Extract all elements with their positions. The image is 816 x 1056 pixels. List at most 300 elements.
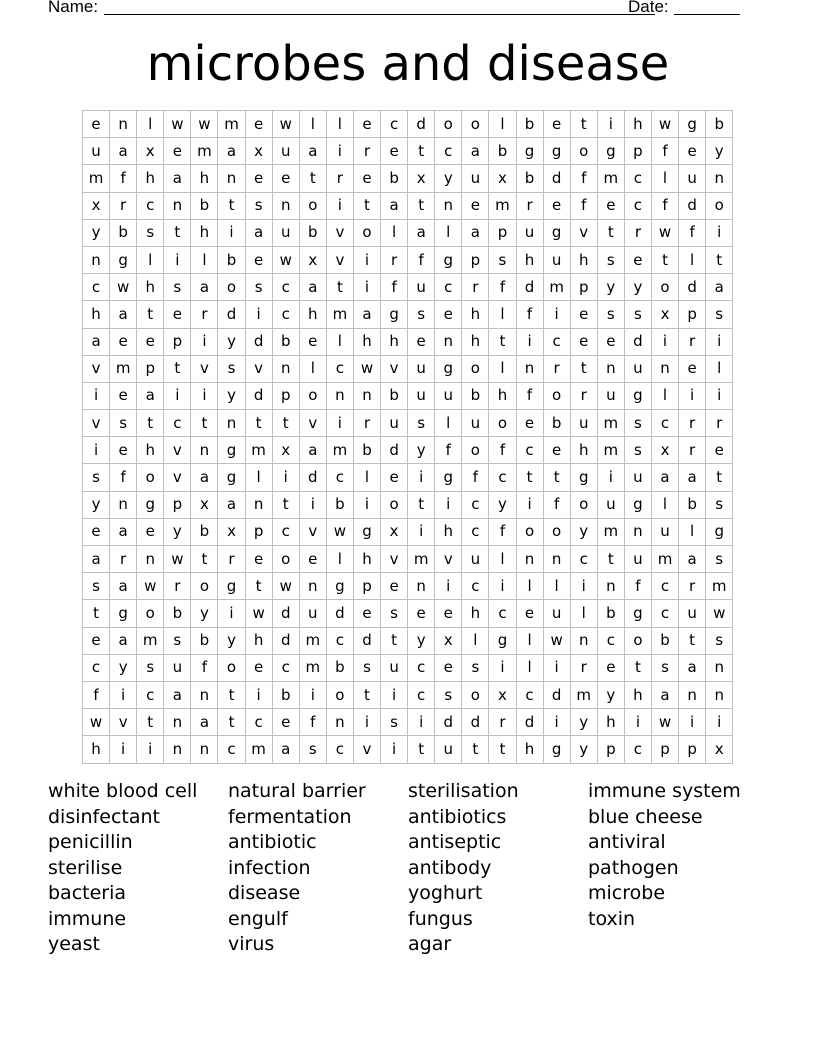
grid-cell[interactable]: w xyxy=(652,111,679,138)
grid-cell[interactable]: y xyxy=(571,519,598,546)
grid-cell[interactable]: p xyxy=(679,301,706,328)
grid-cell[interactable]: r xyxy=(110,546,137,573)
grid-cell[interactable]: u xyxy=(435,383,462,410)
grid-cell[interactable]: s xyxy=(462,655,489,682)
grid-cell[interactable]: l xyxy=(381,220,408,247)
grid-cell[interactable]: r xyxy=(706,410,733,437)
grid-cell[interactable]: i xyxy=(110,736,137,763)
grid-cell[interactable]: b xyxy=(191,628,218,655)
grid-cell[interactable]: w xyxy=(652,709,679,736)
grid-cell[interactable]: f xyxy=(625,573,652,600)
grid-cell[interactable]: v xyxy=(164,437,191,464)
grid-cell[interactable]: a xyxy=(110,138,137,165)
grid-cell[interactable]: c xyxy=(544,329,571,356)
grid-cell[interactable]: f xyxy=(652,193,679,220)
grid-cell[interactable]: n xyxy=(218,410,245,437)
grid-cell[interactable]: a xyxy=(246,220,273,247)
grid-cell[interactable]: i xyxy=(408,464,435,491)
grid-cell[interactable]: f xyxy=(517,383,544,410)
grid-cell[interactable]: e xyxy=(598,655,625,682)
grid-cell[interactable]: f xyxy=(110,165,137,192)
grid-cell[interactable]: g xyxy=(435,464,462,491)
grid-cell[interactable]: v xyxy=(381,356,408,383)
grid-cell[interactable]: h xyxy=(83,736,110,763)
grid-cell[interactable]: v xyxy=(191,356,218,383)
grid-cell[interactable]: i xyxy=(679,709,706,736)
grid-cell[interactable]: i xyxy=(435,492,462,519)
grid-cell[interactable]: y xyxy=(83,492,110,519)
grid-cell[interactable]: w xyxy=(544,628,571,655)
grid-cell[interactable]: t xyxy=(300,165,327,192)
grid-cell[interactable]: w xyxy=(273,111,300,138)
grid-cell[interactable]: g xyxy=(381,301,408,328)
grid-cell[interactable]: m xyxy=(706,573,733,600)
grid-cell[interactable]: r xyxy=(489,709,516,736)
grid-cell[interactable]: u xyxy=(625,464,652,491)
grid-cell[interactable]: t xyxy=(354,193,381,220)
grid-cell[interactable]: m xyxy=(246,437,273,464)
grid-cell[interactable]: b xyxy=(273,682,300,709)
grid-cell[interactable]: r xyxy=(354,410,381,437)
grid-cell[interactable]: f xyxy=(489,437,516,464)
grid-cell[interactable]: i xyxy=(327,138,354,165)
grid-cell[interactable]: e xyxy=(83,519,110,546)
grid-cell[interactable]: a xyxy=(191,464,218,491)
grid-cell[interactable]: b xyxy=(354,437,381,464)
grid-cell[interactable]: m xyxy=(110,356,137,383)
grid-cell[interactable]: n xyxy=(273,356,300,383)
grid-cell[interactable]: d xyxy=(327,600,354,627)
grid-cell[interactable]: g xyxy=(625,492,652,519)
grid-cell[interactable]: l xyxy=(489,301,516,328)
grid-cell[interactable]: i xyxy=(218,220,245,247)
grid-cell[interactable]: g xyxy=(679,111,706,138)
grid-cell[interactable]: n xyxy=(652,356,679,383)
grid-cell[interactable]: e xyxy=(571,329,598,356)
grid-cell[interactable]: x xyxy=(191,492,218,519)
grid-cell[interactable]: m xyxy=(598,410,625,437)
grid-cell[interactable]: o xyxy=(435,111,462,138)
grid-cell[interactable]: t xyxy=(137,410,164,437)
grid-cell[interactable]: u xyxy=(517,220,544,247)
grid-cell[interactable]: h xyxy=(598,709,625,736)
grid-cell[interactable]: d xyxy=(544,165,571,192)
grid-cell[interactable]: w xyxy=(137,573,164,600)
grid-cell[interactable]: i xyxy=(544,709,571,736)
grid-cell[interactable]: i xyxy=(706,709,733,736)
grid-cell[interactable]: b xyxy=(218,247,245,274)
grid-cell[interactable]: s xyxy=(706,546,733,573)
grid-cell[interactable]: i xyxy=(517,492,544,519)
grid-cell[interactable]: h xyxy=(137,274,164,301)
grid-cell[interactable]: p xyxy=(354,573,381,600)
grid-cell[interactable]: m xyxy=(544,274,571,301)
grid-cell[interactable]: g xyxy=(706,519,733,546)
grid-cell[interactable]: e xyxy=(381,573,408,600)
grid-cell[interactable]: s xyxy=(246,193,273,220)
grid-cell[interactable]: e xyxy=(164,301,191,328)
grid-cell[interactable]: e xyxy=(83,628,110,655)
grid-cell[interactable]: h xyxy=(571,247,598,274)
grid-cell[interactable]: e xyxy=(83,111,110,138)
grid-cell[interactable]: x xyxy=(435,628,462,655)
grid-cell[interactable]: c xyxy=(246,709,273,736)
grid-cell[interactable]: s xyxy=(381,600,408,627)
grid-cell[interactable]: t xyxy=(381,628,408,655)
grid-cell[interactable]: l xyxy=(679,247,706,274)
grid-cell[interactable]: i xyxy=(327,193,354,220)
grid-cell[interactable]: r xyxy=(218,546,245,573)
grid-cell[interactable]: c xyxy=(462,492,489,519)
grid-cell[interactable]: o xyxy=(191,573,218,600)
grid-cell[interactable]: o xyxy=(706,193,733,220)
grid-cell[interactable]: n xyxy=(598,573,625,600)
grid-cell[interactable]: o xyxy=(137,464,164,491)
grid-cell[interactable]: r xyxy=(625,220,652,247)
grid-cell[interactable]: x xyxy=(218,519,245,546)
grid-cell[interactable]: m xyxy=(191,138,218,165)
grid-cell[interactable]: d xyxy=(544,682,571,709)
grid-cell[interactable]: g xyxy=(598,138,625,165)
grid-cell[interactable]: s xyxy=(598,247,625,274)
grid-cell[interactable]: b xyxy=(652,628,679,655)
grid-cell[interactable]: a xyxy=(191,274,218,301)
grid-cell[interactable]: l xyxy=(652,492,679,519)
grid-cell[interactable]: x xyxy=(706,736,733,763)
grid-cell[interactable]: v xyxy=(571,220,598,247)
grid-cell[interactable]: t xyxy=(489,329,516,356)
grid-cell[interactable]: s xyxy=(110,410,137,437)
grid-cell[interactable]: h xyxy=(83,301,110,328)
grid-cell[interactable]: t xyxy=(571,111,598,138)
grid-cell[interactable]: s xyxy=(164,274,191,301)
grid-cell[interactable]: y xyxy=(706,138,733,165)
grid-cell[interactable]: i xyxy=(354,709,381,736)
grid-cell[interactable]: b xyxy=(273,329,300,356)
grid-cell[interactable]: t xyxy=(706,464,733,491)
grid-cell[interactable]: s xyxy=(598,301,625,328)
grid-cell[interactable]: e xyxy=(110,329,137,356)
grid-cell[interactable]: l xyxy=(489,111,516,138)
grid-cell[interactable]: m xyxy=(83,165,110,192)
grid-cell[interactable]: h xyxy=(137,437,164,464)
grid-cell[interactable]: m xyxy=(327,437,354,464)
grid-cell[interactable]: e xyxy=(435,600,462,627)
grid-cell[interactable]: t xyxy=(625,655,652,682)
grid-cell[interactable]: t xyxy=(273,492,300,519)
grid-cell[interactable]: d xyxy=(517,274,544,301)
grid-cell[interactable]: s xyxy=(83,573,110,600)
grid-cell[interactable]: d xyxy=(273,600,300,627)
grid-cell[interactable]: g xyxy=(218,464,245,491)
grid-cell[interactable]: f xyxy=(408,247,435,274)
grid-cell[interactable]: b xyxy=(381,383,408,410)
grid-cell[interactable]: w xyxy=(273,247,300,274)
grid-cell[interactable]: t xyxy=(408,193,435,220)
grid-cell[interactable]: r xyxy=(679,410,706,437)
grid-cell[interactable]: i xyxy=(544,655,571,682)
grid-cell[interactable]: c xyxy=(381,111,408,138)
grid-cell[interactable]: n xyxy=(110,111,137,138)
grid-cell[interactable]: l xyxy=(137,111,164,138)
grid-cell[interactable]: n xyxy=(517,356,544,383)
grid-cell[interactable]: a xyxy=(679,464,706,491)
grid-cell[interactable]: l xyxy=(435,220,462,247)
grid-cell[interactable]: r xyxy=(462,274,489,301)
grid-cell[interactable]: d xyxy=(354,628,381,655)
grid-cell[interactable]: m xyxy=(300,628,327,655)
grid-cell[interactable]: t xyxy=(137,301,164,328)
grid-cell[interactable]: o xyxy=(218,655,245,682)
grid-cell[interactable]: u xyxy=(462,165,489,192)
grid-cell[interactable]: a xyxy=(652,682,679,709)
grid-cell[interactable]: m xyxy=(571,682,598,709)
grid-cell[interactable]: t xyxy=(598,546,625,573)
grid-cell[interactable]: p xyxy=(246,519,273,546)
grid-cell[interactable]: g xyxy=(218,437,245,464)
grid-cell[interactable]: c xyxy=(137,193,164,220)
grid-cell[interactable]: r xyxy=(354,138,381,165)
grid-cell[interactable]: v xyxy=(327,220,354,247)
grid-cell[interactable]: s xyxy=(164,628,191,655)
grid-cell[interactable]: x xyxy=(489,165,516,192)
grid-cell[interactable]: s xyxy=(706,301,733,328)
grid-cell[interactable]: y xyxy=(571,709,598,736)
grid-cell[interactable]: n xyxy=(408,573,435,600)
grid-cell[interactable]: e xyxy=(598,193,625,220)
grid-cell[interactable]: a xyxy=(679,546,706,573)
grid-cell[interactable]: i xyxy=(408,709,435,736)
grid-cell[interactable]: t xyxy=(218,682,245,709)
grid-cell[interactable]: i xyxy=(381,736,408,763)
grid-cell[interactable]: f xyxy=(571,193,598,220)
grid-cell[interactable]: s xyxy=(137,220,164,247)
grid-cell[interactable]: u xyxy=(679,165,706,192)
grid-cell[interactable]: w xyxy=(327,519,354,546)
grid-cell[interactable]: e xyxy=(706,437,733,464)
grid-cell[interactable]: i xyxy=(489,573,516,600)
grid-cell[interactable]: b xyxy=(462,383,489,410)
grid-cell[interactable]: g xyxy=(327,573,354,600)
grid-cell[interactable]: s xyxy=(625,437,652,464)
grid-cell[interactable]: p xyxy=(164,329,191,356)
grid-cell[interactable]: u xyxy=(571,410,598,437)
grid-cell[interactable]: c xyxy=(435,138,462,165)
grid-cell[interactable]: r xyxy=(517,193,544,220)
grid-cell[interactable]: a xyxy=(273,736,300,763)
grid-cell[interactable]: t xyxy=(408,736,435,763)
grid-cell[interactable]: f xyxy=(191,655,218,682)
grid-cell[interactable]: p xyxy=(625,138,652,165)
grid-cell[interactable]: a xyxy=(83,546,110,573)
grid-cell[interactable]: l xyxy=(327,329,354,356)
grid-cell[interactable]: p xyxy=(273,383,300,410)
grid-cell[interactable]: d xyxy=(300,464,327,491)
grid-cell[interactable]: y xyxy=(191,600,218,627)
grid-cell[interactable]: a xyxy=(83,329,110,356)
grid-cell[interactable]: e xyxy=(544,437,571,464)
grid-cell[interactable]: y xyxy=(218,383,245,410)
grid-cell[interactable]: v xyxy=(300,410,327,437)
grid-cell[interactable]: b xyxy=(191,193,218,220)
grid-cell[interactable]: d xyxy=(625,329,652,356)
grid-cell[interactable]: f xyxy=(679,220,706,247)
grid-cell[interactable]: p xyxy=(598,736,625,763)
grid-cell[interactable]: i xyxy=(435,573,462,600)
grid-cell[interactable]: a xyxy=(408,220,435,247)
grid-cell[interactable]: o xyxy=(273,546,300,573)
grid-cell[interactable]: p xyxy=(652,736,679,763)
grid-cell[interactable]: e xyxy=(544,111,571,138)
grid-cell[interactable]: l xyxy=(300,356,327,383)
grid-cell[interactable]: l xyxy=(300,111,327,138)
grid-cell[interactable]: w xyxy=(273,573,300,600)
grid-cell[interactable]: c xyxy=(273,655,300,682)
grid-cell[interactable]: o xyxy=(462,437,489,464)
grid-cell[interactable]: o xyxy=(625,628,652,655)
grid-cell[interactable]: i xyxy=(354,247,381,274)
grid-cell[interactable]: a xyxy=(137,383,164,410)
grid-cell[interactable]: i xyxy=(246,301,273,328)
grid-cell[interactable]: g xyxy=(544,220,571,247)
grid-cell[interactable]: n xyxy=(435,329,462,356)
grid-cell[interactable]: s xyxy=(408,410,435,437)
grid-cell[interactable]: g xyxy=(137,492,164,519)
grid-cell[interactable]: c xyxy=(625,165,652,192)
grid-cell[interactable]: r xyxy=(381,247,408,274)
grid-cell[interactable]: c xyxy=(571,546,598,573)
grid-cell[interactable]: d xyxy=(246,329,273,356)
grid-cell[interactable]: o xyxy=(354,220,381,247)
grid-cell[interactable]: n xyxy=(164,709,191,736)
grid-cell[interactable]: s xyxy=(625,301,652,328)
grid-cell[interactable]: i xyxy=(327,410,354,437)
grid-cell[interactable]: n xyxy=(354,383,381,410)
grid-cell[interactable]: r xyxy=(110,193,137,220)
grid-cell[interactable]: c xyxy=(517,437,544,464)
grid-cell[interactable]: h xyxy=(517,736,544,763)
grid-cell[interactable]: d xyxy=(679,274,706,301)
grid-cell[interactable]: s xyxy=(218,356,245,383)
grid-cell[interactable]: i xyxy=(164,247,191,274)
grid-cell[interactable]: c xyxy=(83,655,110,682)
grid-cell[interactable]: f xyxy=(517,301,544,328)
grid-cell[interactable]: t xyxy=(164,356,191,383)
grid-cell[interactable]: e xyxy=(381,464,408,491)
grid-cell[interactable]: u xyxy=(598,383,625,410)
grid-cell[interactable]: g xyxy=(571,464,598,491)
grid-cell[interactable]: s xyxy=(625,410,652,437)
grid-cell[interactable]: c xyxy=(625,193,652,220)
grid-cell[interactable]: n xyxy=(327,709,354,736)
grid-cell[interactable]: g xyxy=(435,356,462,383)
grid-cell[interactable]: l xyxy=(652,383,679,410)
grid-cell[interactable]: b xyxy=(489,138,516,165)
grid-cell[interactable]: m xyxy=(300,655,327,682)
grid-cell[interactable]: e xyxy=(273,165,300,192)
grid-cell[interactable]: l xyxy=(517,573,544,600)
grid-cell[interactable]: s xyxy=(489,247,516,274)
grid-cell[interactable]: l xyxy=(435,410,462,437)
grid-cell[interactable]: a xyxy=(706,274,733,301)
grid-cell[interactable]: i xyxy=(354,492,381,519)
grid-cell[interactable]: v xyxy=(381,546,408,573)
grid-cell[interactable]: b xyxy=(191,519,218,546)
grid-cell[interactable]: l xyxy=(246,464,273,491)
grid-cell[interactable]: d xyxy=(381,437,408,464)
grid-cell[interactable]: i xyxy=(517,329,544,356)
grid-cell[interactable]: b xyxy=(110,220,137,247)
grid-cell[interactable]: n xyxy=(598,356,625,383)
grid-cell[interactable]: g xyxy=(110,600,137,627)
grid-cell[interactable]: d xyxy=(462,709,489,736)
grid-cell[interactable]: n xyxy=(706,165,733,192)
grid-cell[interactable]: x xyxy=(300,247,327,274)
grid-cell[interactable]: f xyxy=(489,519,516,546)
grid-cell[interactable]: l xyxy=(544,573,571,600)
grid-cell[interactable]: f xyxy=(300,709,327,736)
grid-cell[interactable]: s xyxy=(652,655,679,682)
grid-cell[interactable]: u xyxy=(435,736,462,763)
grid-cell[interactable]: i xyxy=(598,464,625,491)
grid-cell[interactable]: v xyxy=(327,247,354,274)
grid-cell[interactable]: i xyxy=(598,111,625,138)
grid-cell[interactable]: e xyxy=(110,383,137,410)
grid-cell[interactable]: d xyxy=(273,628,300,655)
grid-cell[interactable]: t xyxy=(544,464,571,491)
grid-cell[interactable]: s xyxy=(246,274,273,301)
grid-cell[interactable]: o xyxy=(544,519,571,546)
grid-cell[interactable]: p xyxy=(137,356,164,383)
grid-cell[interactable]: t xyxy=(218,193,245,220)
grid-cell[interactable]: o xyxy=(489,410,516,437)
grid-cell[interactable]: g xyxy=(625,383,652,410)
grid-cell[interactable]: y xyxy=(598,682,625,709)
grid-cell[interactable]: o xyxy=(462,356,489,383)
grid-cell[interactable]: b xyxy=(544,410,571,437)
grid-cell[interactable]: e xyxy=(598,329,625,356)
grid-cell[interactable]: v xyxy=(110,709,137,736)
grid-cell[interactable]: r xyxy=(327,165,354,192)
grid-cell[interactable]: t xyxy=(83,600,110,627)
grid-cell[interactable]: x xyxy=(83,193,110,220)
grid-cell[interactable]: x xyxy=(489,682,516,709)
grid-cell[interactable]: c xyxy=(327,628,354,655)
grid-cell[interactable]: p xyxy=(489,220,516,247)
grid-cell[interactable]: y xyxy=(435,165,462,192)
grid-cell[interactable]: u xyxy=(408,274,435,301)
grid-cell[interactable]: i xyxy=(218,600,245,627)
grid-cell[interactable]: l xyxy=(489,356,516,383)
grid-cell[interactable]: o xyxy=(381,492,408,519)
grid-cell[interactable]: b xyxy=(517,111,544,138)
grid-cell[interactable]: l xyxy=(462,628,489,655)
grid-cell[interactable]: l xyxy=(137,247,164,274)
grid-cell[interactable]: b xyxy=(679,492,706,519)
grid-cell[interactable]: y xyxy=(110,655,137,682)
grid-cell[interactable]: h xyxy=(625,682,652,709)
grid-cell[interactable]: l xyxy=(327,546,354,573)
grid-cell[interactable]: s xyxy=(137,655,164,682)
name-field-line[interactable] xyxy=(104,14,655,15)
grid-cell[interactable]: c xyxy=(273,301,300,328)
grid-cell[interactable]: i xyxy=(679,383,706,410)
grid-cell[interactable]: o xyxy=(300,193,327,220)
grid-cell[interactable]: x xyxy=(408,165,435,192)
grid-cell[interactable]: s xyxy=(354,655,381,682)
grid-cell[interactable]: e xyxy=(517,600,544,627)
grid-cell[interactable]: v xyxy=(83,356,110,383)
